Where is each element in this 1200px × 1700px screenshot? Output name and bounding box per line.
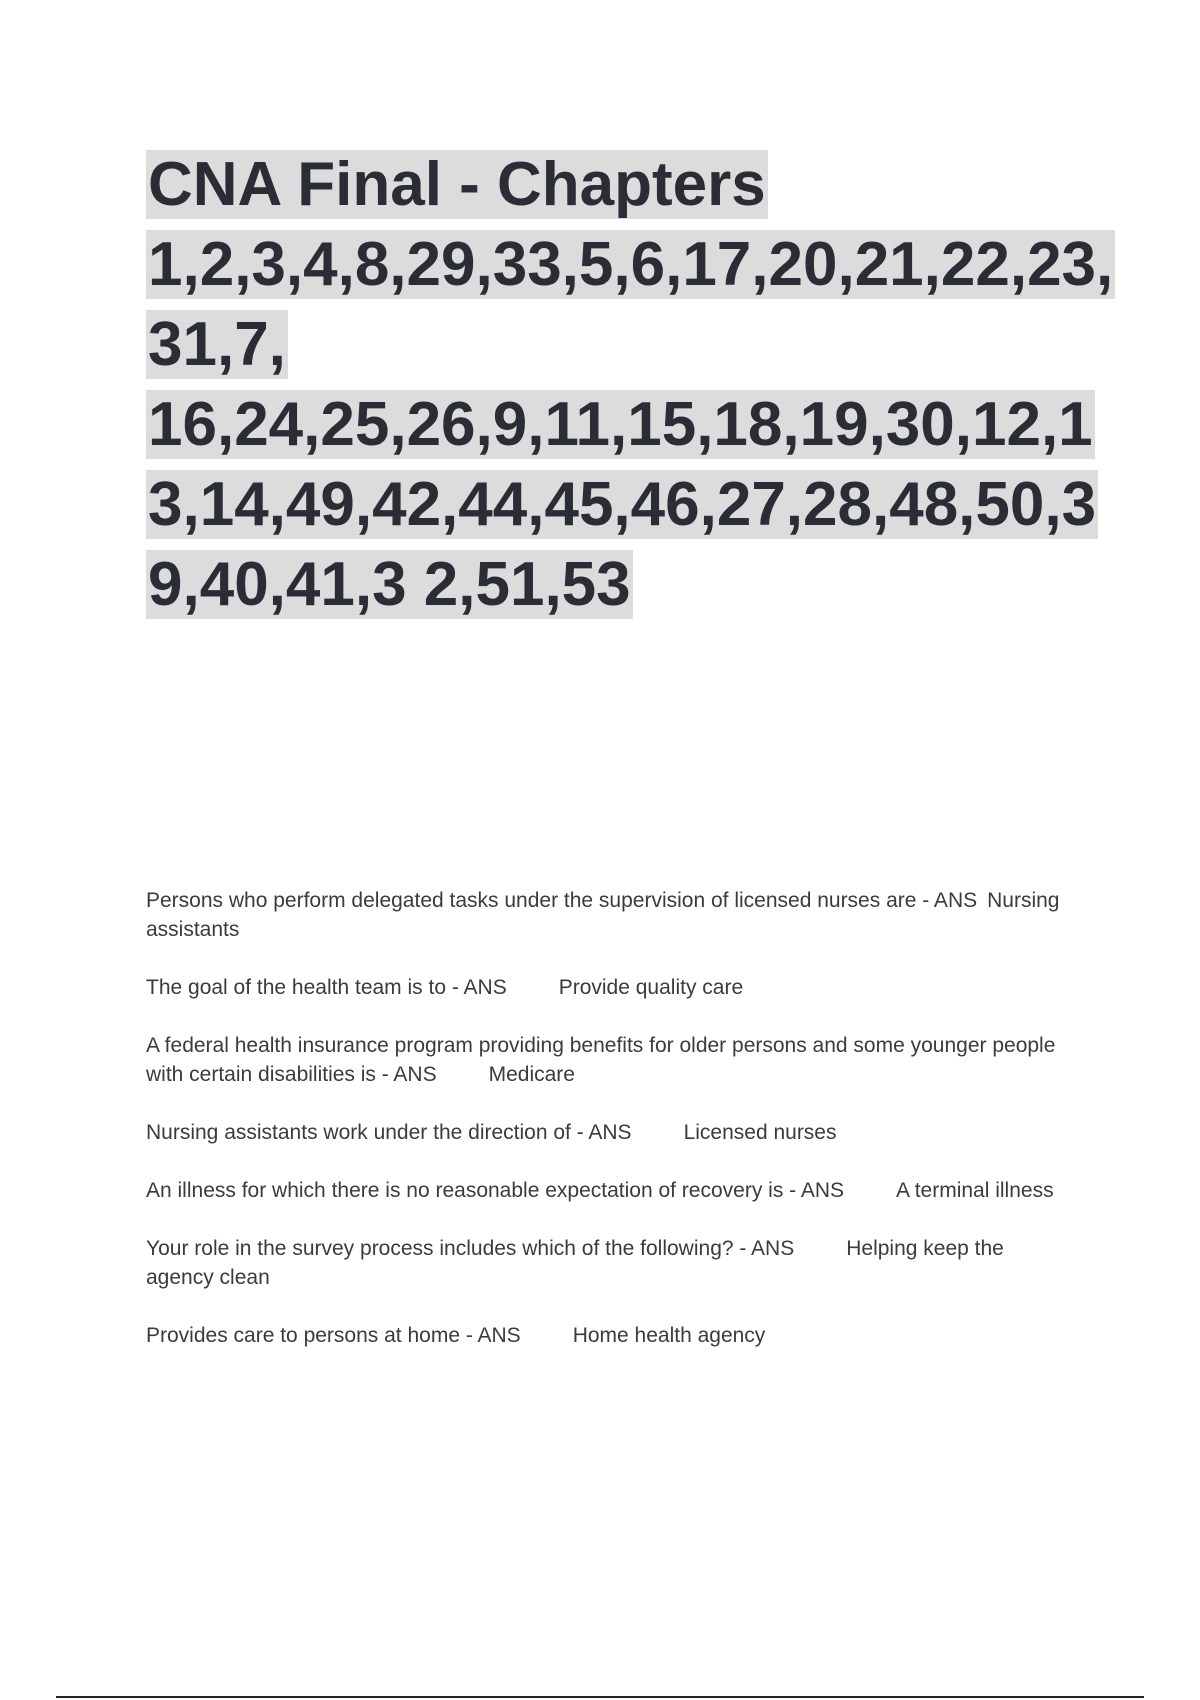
qa-item [146, 1031, 1066, 1089]
answer-text: Nursing assistants [146, 889, 1060, 941]
qa-item [146, 973, 1066, 1002]
title-line [146, 385, 1093, 465]
title-line-text: 1,2,3,4,8,29,33,5,6,17,20,21,22,23, [148, 230, 1114, 299]
answer-text: Medicare [488, 1063, 575, 1086]
title-line [146, 305, 1086, 385]
answer-text: Home health agency [572, 1324, 766, 1347]
title-line-text: 3,14,49,42,44,45,46,27,28,48,50,3 [148, 470, 1097, 539]
qa-item [146, 1118, 1066, 1147]
qa-list [146, 886, 1066, 1379]
question-text: Nursing assistants work under the direction of - ANS [146, 1121, 632, 1144]
title-line [146, 225, 1114, 305]
question-text: An illness for which there is no reasonable expectation of recovery is - ANS [146, 1179, 845, 1202]
document-title [146, 145, 1114, 625]
qa-item [146, 1234, 1066, 1292]
title-line [146, 545, 1086, 625]
question-text: The goal of the health team is to - ANS [146, 976, 507, 999]
qa-item [146, 1176, 1066, 1205]
answer-text: Licensed nurses [683, 1121, 837, 1144]
page-bottom-rule [56, 1696, 1144, 1698]
title-line-text: 9,40,41,3 2,51,53 [148, 550, 631, 619]
answer-text: Helping keep the agency clean [146, 1237, 1004, 1289]
qa-item [146, 886, 1066, 944]
question-text: Provides care to persons at home - ANS [146, 1324, 521, 1347]
title-line [146, 465, 1097, 545]
title-line-text: 16,24,25,26,9,11,15,18,19,30,12,1 [148, 390, 1093, 459]
title-line-text: CNA Final - Chapters [148, 150, 766, 219]
question-text: Your role in the survey process includes which of the following? - ANS [146, 1237, 795, 1260]
question-text: Persons who perform delegated tasks under the supervision of licensed nurses are - ANS [146, 889, 978, 912]
title-line-text: 31,7, [148, 310, 286, 379]
answer-text: A terminal illness [896, 1179, 1054, 1202]
qa-item [146, 1321, 1066, 1350]
question-text: A federal health insurance program providing benefits for older persons and some younger people with certain disabilities is - ANS [146, 1034, 1062, 1086]
answer-text: Provide quality care [558, 976, 744, 999]
title-line [146, 145, 1086, 225]
